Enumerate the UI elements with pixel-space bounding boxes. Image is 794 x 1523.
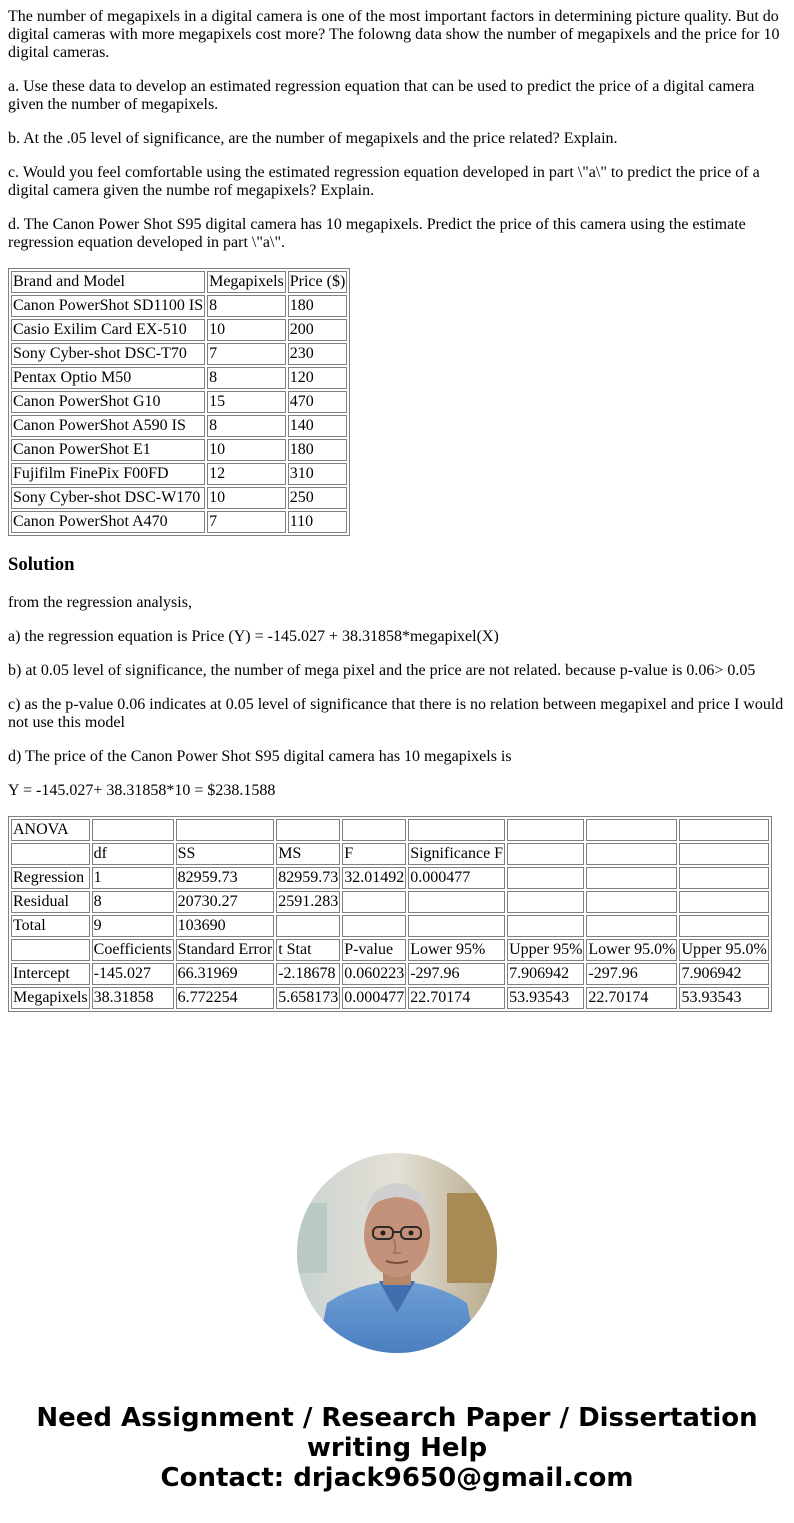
- camera-table-cell: Canon PowerShot E1: [11, 439, 205, 461]
- camera-table-cell: 10: [207, 319, 286, 341]
- anova-table-cell: SS: [176, 843, 275, 865]
- banner-contact: Contact: drjack9650@gmail.com: [160, 1463, 634, 1493]
- anova-table-cell: [507, 867, 584, 889]
- anova-table-cell: Coefficients: [92, 939, 174, 961]
- anova-table-cell: Residual: [11, 891, 90, 913]
- camera-table-row: [11, 463, 347, 485]
- anova-table-cell: 1: [92, 867, 174, 889]
- anova-table-cell: t Stat: [276, 939, 340, 961]
- anova-table-cell: Significance F: [408, 843, 505, 865]
- camera-table-cell: 470: [288, 391, 348, 413]
- camera-table-row: [11, 487, 347, 509]
- anova-table-cell: 9: [92, 915, 174, 937]
- anova-table-cell: 0.060223: [342, 963, 406, 985]
- anova-table-cell: [342, 891, 406, 913]
- anova-table-cell: Lower 95%: [408, 939, 505, 961]
- camera-table-cell: Sony Cyber-shot DSC-W170: [11, 487, 205, 509]
- anova-table-cell: [586, 819, 677, 841]
- anova-table-cell: -297.96: [408, 963, 505, 985]
- anova-table-cell: 53.93543: [507, 987, 584, 1009]
- camera-table-row: [11, 271, 347, 293]
- solution-answer-a: a) the regression equation is Price (Y) = -145.027 + 38.31858*megapixel(X): [8, 628, 499, 645]
- solution-answer-b: b) at 0.05 level of significance, the number of mega pixel and the price are not related. because p-value is 0.06> 0.05: [8, 662, 756, 679]
- anova-table-cell: Regression: [11, 867, 90, 889]
- camera-table-cell: Pentax Optio M50: [11, 367, 205, 389]
- question-part-b: b. At the .05 level of significance, are the number of megapixels and the price related? Explain.: [8, 130, 618, 147]
- anova-table-cell: [11, 843, 90, 865]
- anova-table-cell: MS: [276, 843, 340, 865]
- camera-table-cell: Canon PowerShot SD1100 IS: [11, 295, 205, 317]
- anova-table-cell: 6.772254: [176, 987, 275, 1009]
- camera-table-cell: 10: [207, 439, 286, 461]
- anova-table-cell: 66.31969: [176, 963, 275, 985]
- anova-table-cell: Lower 95.0%: [586, 939, 677, 961]
- anova-table-row: [11, 867, 769, 889]
- camera-table-cell: 110: [288, 511, 348, 533]
- anova-table-cell: [586, 843, 677, 865]
- anova-table-cell: Megapixels: [11, 987, 90, 1009]
- question-part-d: d. The Canon Power Shot S95 digital camera has 10 megapixels. Predict the price of this camera using the estimate regression equation developed in part \"a\".: [8, 216, 746, 251]
- anova-table-cell: 82959.73: [276, 867, 340, 889]
- camera-table-row: [11, 295, 347, 317]
- anova-table-cell: 2591.283: [276, 891, 340, 913]
- anova-table-row: [11, 963, 769, 985]
- question-intro: The number of megapixels in a digital camera is one of the most important factors in determining picture quality. But do digital cameras with more megapixels cost more? The folowng data show the number of megapixels and the price for 10 digital cameras.: [8, 8, 780, 61]
- anova-table-cell: ANOVA: [11, 819, 90, 841]
- anova-table-cell: F: [342, 843, 406, 865]
- anova-table-cell: Upper 95%: [507, 939, 584, 961]
- anova-table-cell: [408, 819, 505, 841]
- anova-table-cell: 20730.27: [176, 891, 275, 913]
- anova-table-cell: [408, 891, 505, 913]
- anova-table-cell: 38.31858: [92, 987, 174, 1009]
- camera-table-cell: 310: [288, 463, 348, 485]
- anova-table-cell: [342, 819, 406, 841]
- camera-table-cell: Price ($): [288, 271, 348, 293]
- camera-table-cell: Sony Cyber-shot DSC-T70: [11, 343, 205, 365]
- anova-table-cell: 53.93543: [679, 987, 768, 1009]
- camera-table-cell: 230: [288, 343, 348, 365]
- anova-table-row: [11, 891, 769, 913]
- anova-table-cell: df: [92, 843, 174, 865]
- anova-table-cell: [276, 819, 340, 841]
- camera-table-row: [11, 319, 347, 341]
- anova-table-cell: 22.70174: [586, 987, 677, 1009]
- anova-table-cell: 0.000477: [342, 987, 406, 1009]
- camera-table-cell: 8: [207, 367, 286, 389]
- camera-table-cell: 7: [207, 511, 286, 533]
- promo-banner: [0, 1403, 794, 1493]
- camera-table-row: [11, 439, 347, 461]
- anova-table-cell: [507, 915, 584, 937]
- camera-table-cell: 200: [288, 319, 348, 341]
- anova-table-cell: [586, 915, 677, 937]
- camera-table-cell: Canon PowerShot G10: [11, 391, 205, 413]
- anova-table: [8, 816, 772, 1012]
- anova-table-cell: [11, 939, 90, 961]
- camera-table-cell: 250: [288, 487, 348, 509]
- anova-table-cell: [679, 915, 768, 937]
- anova-table-cell: 22.70174: [408, 987, 505, 1009]
- camera-table-cell: 180: [288, 295, 348, 317]
- camera-table-cell: 8: [207, 415, 286, 437]
- camera-table-row: [11, 367, 347, 389]
- question-part-a: a. Use these data to develop an estimated regression equation that can be used to predict the price of a digital camera given the number of megapixels.: [8, 78, 755, 113]
- camera-table-cell: 8: [207, 295, 286, 317]
- camera-table-cell: Megapixels: [207, 271, 286, 293]
- anova-table-cell: [586, 891, 677, 913]
- anova-table-cell: Intercept: [11, 963, 90, 985]
- anova-table-row: [11, 987, 769, 1009]
- anova-table-cell: Upper 95.0%: [679, 939, 768, 961]
- anova-table-cell: 32.01492: [342, 867, 406, 889]
- anova-table-cell: [276, 915, 340, 937]
- camera-table-cell: 15: [207, 391, 286, 413]
- anova-table-cell: [92, 819, 174, 841]
- banner-line-1: Need Assignment / Research Paper / Dissertation: [36, 1403, 758, 1433]
- anova-table-cell: [176, 819, 275, 841]
- anova-table-cell: [342, 915, 406, 937]
- camera-data-table: [8, 268, 350, 536]
- anova-table-cell: 103690: [176, 915, 275, 937]
- anova-table-cell: [586, 867, 677, 889]
- anova-table-cell: -297.96: [586, 963, 677, 985]
- anova-table-cell: [408, 915, 505, 937]
- camera-table-cell: 140: [288, 415, 348, 437]
- question-part-c: c. Would you feel comfortable using the estimated regression equation developed in part \"a\" to predict the price of a digital camera given the numbe rof megapixels? Explain.: [8, 164, 760, 199]
- anova-table-cell: [679, 891, 768, 913]
- anova-table-cell: 82959.73: [176, 867, 275, 889]
- solution-calculation: Y = -145.027+ 38.31858*10 = $238.1588: [8, 782, 276, 799]
- author-portrait-image: [297, 1153, 497, 1353]
- camera-table-row: [11, 415, 347, 437]
- camera-table-cell: 7: [207, 343, 286, 365]
- solution-answer-d: d) The price of the Canon Power Shot S95 digital camera has 10 megapixels is: [8, 748, 512, 765]
- banner-line-2: writing Help: [306, 1433, 488, 1463]
- anova-table-row: [11, 843, 769, 865]
- anova-table-cell: [679, 867, 768, 889]
- anova-table-row: [11, 819, 769, 841]
- camera-table-cell: Canon PowerShot A590 IS: [11, 415, 205, 437]
- anova-table-cell: Standard Error: [176, 939, 275, 961]
- camera-table-row: [11, 343, 347, 365]
- camera-table-row: [11, 511, 347, 533]
- solution-heading: Solution: [8, 554, 75, 575]
- anova-table-cell: P-value: [342, 939, 406, 961]
- camera-table-cell: Fujifilm FinePix F00FD: [11, 463, 205, 485]
- anova-table-cell: 0.000477: [408, 867, 505, 889]
- anova-table-cell: [507, 819, 584, 841]
- anova-table-cell: [679, 819, 768, 841]
- camera-table-row: [11, 391, 347, 413]
- anova-table-cell: 8: [92, 891, 174, 913]
- camera-table-cell: Brand and Model: [11, 271, 205, 293]
- solution-answer-c: c) as the p-value 0.06 indicates at 0.05 level of significance that there is no relation between megapixel and price I would not use this model: [8, 696, 784, 731]
- anova-table-row: [11, 915, 769, 937]
- camera-table-cell: 12: [207, 463, 286, 485]
- anova-table-cell: 7.906942: [507, 963, 584, 985]
- camera-table-cell: 10: [207, 487, 286, 509]
- anova-table-cell: -2.18678: [276, 963, 340, 985]
- camera-table-cell: Casio Exilim Card EX-510: [11, 319, 205, 341]
- camera-table-cell: Canon PowerShot A470: [11, 511, 205, 533]
- anova-table-cell: Total: [11, 915, 90, 937]
- anova-table-cell: [679, 843, 768, 865]
- anova-table-cell: -145.027: [92, 963, 174, 985]
- author-avatar: [297, 1153, 497, 1353]
- camera-table-cell: 120: [288, 367, 348, 389]
- camera-table-cell: 180: [288, 439, 348, 461]
- anova-table-cell: 7.906942: [679, 963, 768, 985]
- anova-table-row: [11, 939, 769, 961]
- solution-intro: from the regression analysis,: [8, 594, 192, 611]
- anova-table-cell: 5.658173: [276, 987, 340, 1009]
- anova-table-cell: [507, 843, 584, 865]
- anova-table-cell: [507, 891, 584, 913]
